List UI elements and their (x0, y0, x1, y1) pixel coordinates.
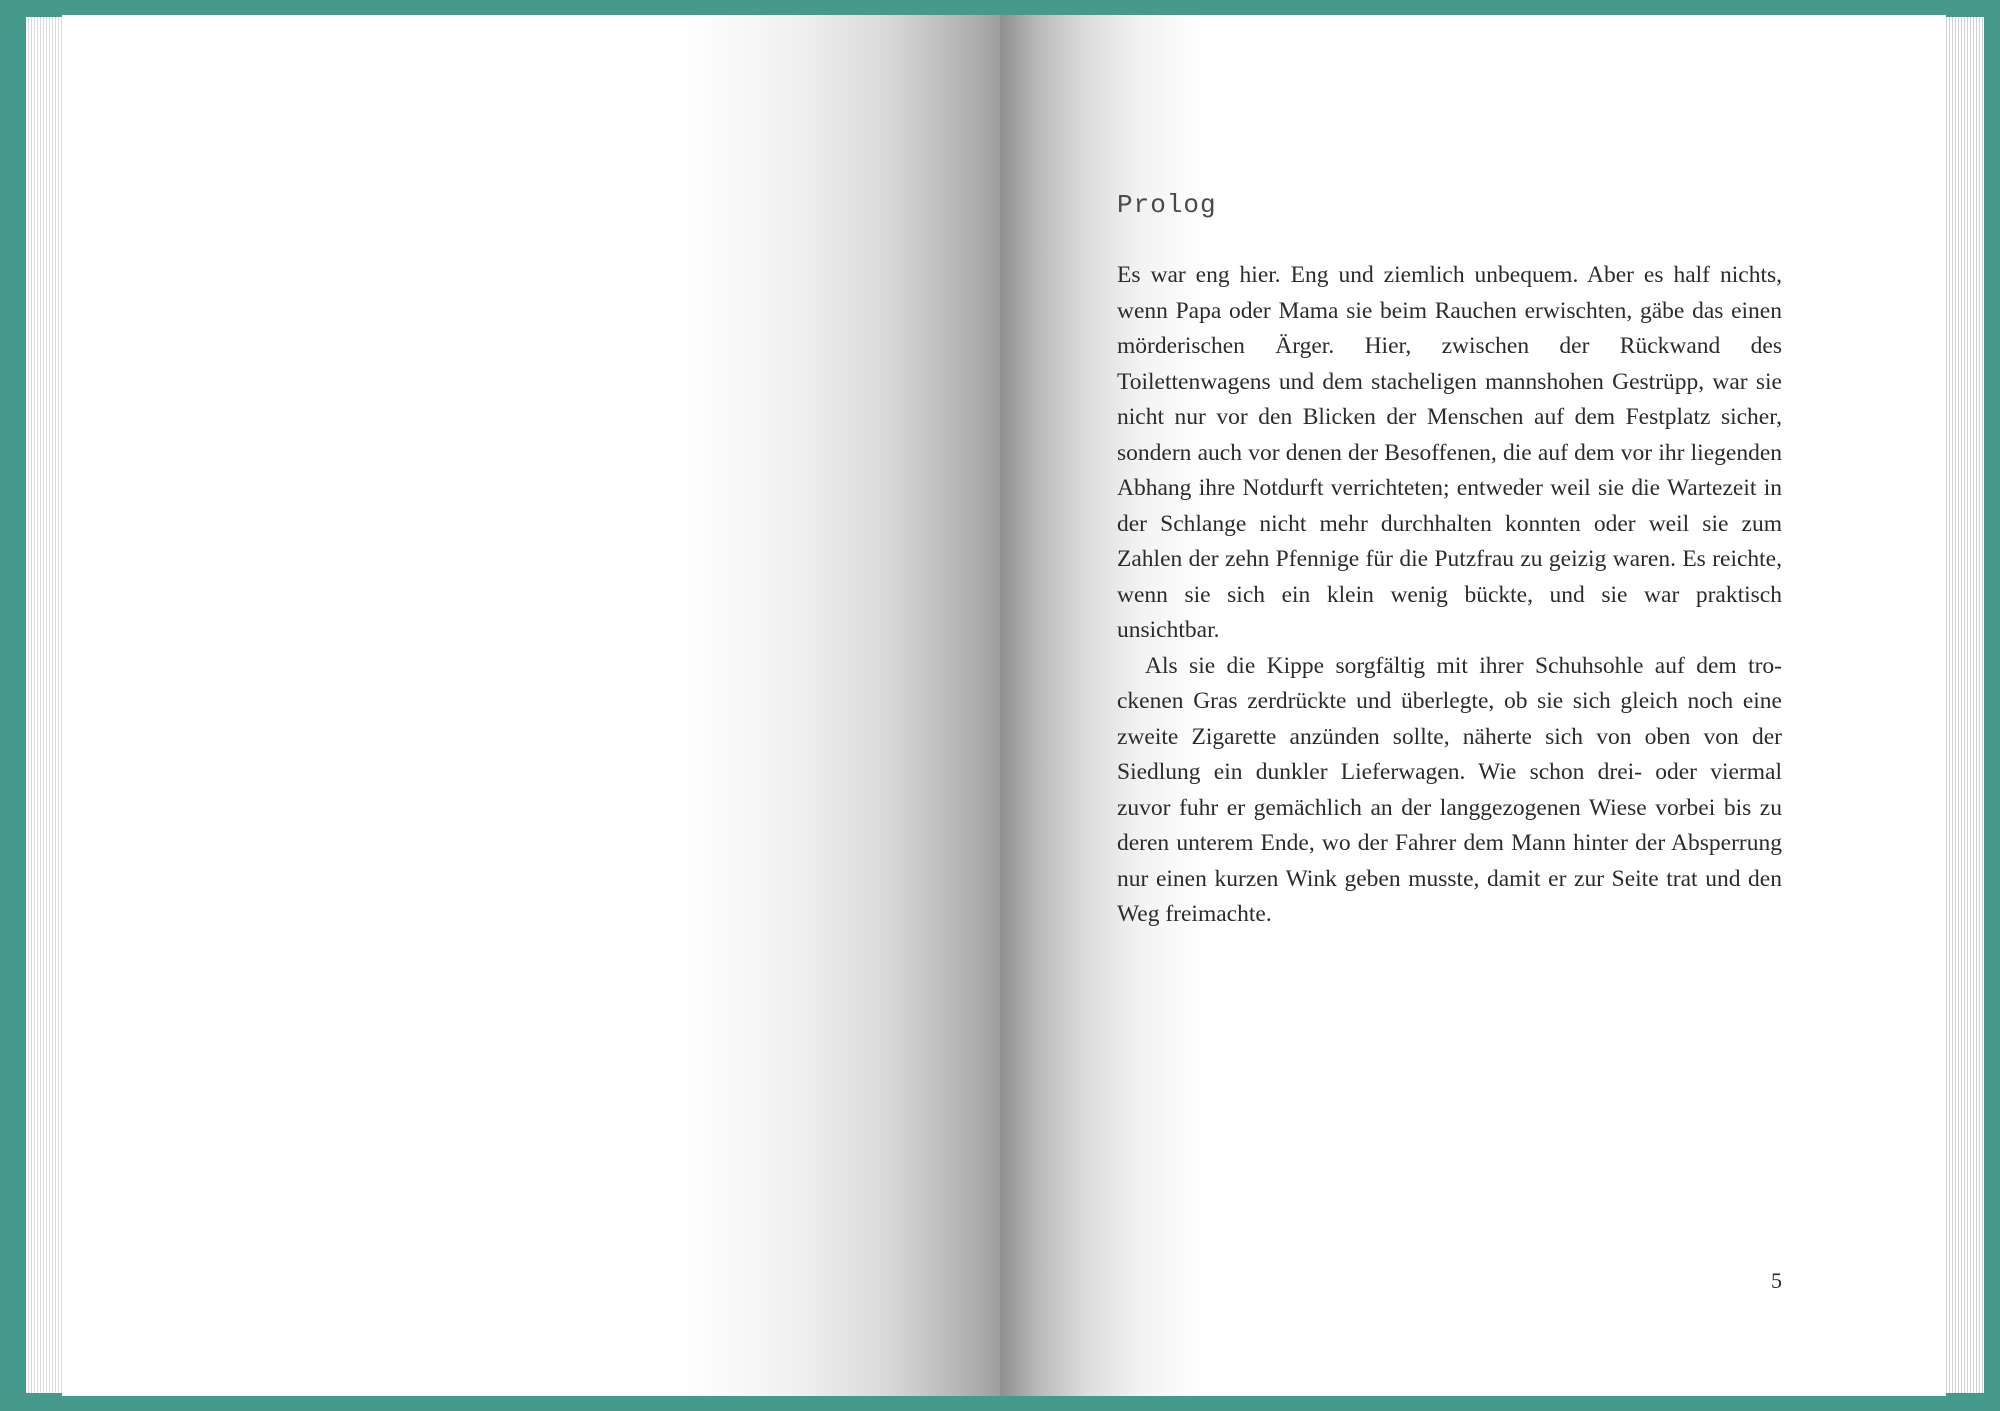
left-page (62, 15, 1000, 1396)
left-page-edges (26, 17, 66, 1393)
body-text (1117, 258, 1782, 933)
paragraph-2: Als sie die Kippe sorgfältig mit ihrer Schuhsohle auf dem trockenen Gras zerdrückte und überlegte, ob sie sich gleich noch eine zweite Zigarette anzünden sollte, näherte sich von oben von der Siedlung ein dunkler Lieferwagen. Wie schon drei- oder viermal zuvor fuhr er gemächlich an der langgezogenen Wiese vorbei bis zu deren unterem Ende, wo der Fahrer dem Mann hinter der Absperrung nur einen kurzen Wink geben musste, damit er zur Seite trat und den Weg freimachte. (1117, 652, 1782, 927)
chapter-title: Prolog (1117, 190, 1217, 220)
page-number: 5 (1771, 1268, 1782, 1293)
right-page-edges (1944, 17, 1984, 1393)
paragraph-1: Es war eng hier. Eng und ziemlich unbequem. Aber es half nichts, wenn Papa oder Mama sie beim Rauchen erwischten, gäbe das einen mörderischen Ärger. Hier, zwischen der Rückwand des Toilettenwagens und dem stacheligen mannshohen Gestrüpp, war sie nicht nur vor den Blicken der Menschen auf dem Festplatz sicher, sondern auch vor denen der Besoffenen, die auf dem vor ihr liegenden Abhang ihre Notdurft verrichteten; entweder weil sie die Wartezeit in der Schlange nicht mehr durchhalten konnten oder weil sie zum Zahlen der zehn Pfennige für die Putzfrau zu geizig waren. Es reichte, wenn sie sich ein klein wenig bückte, und sie war praktisch unsichtbar. (1117, 262, 1782, 643)
